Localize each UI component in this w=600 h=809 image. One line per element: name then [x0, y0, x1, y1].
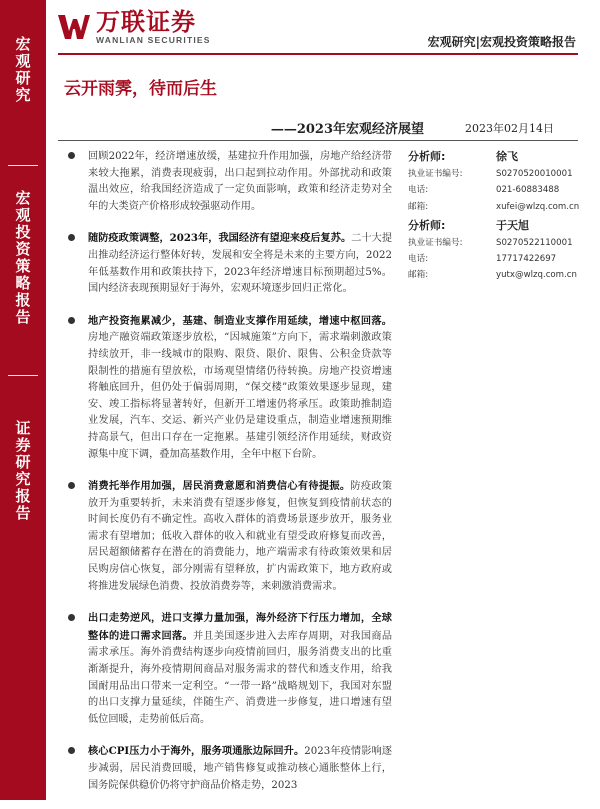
- paragraph-lead: 核心CPI压力小于海外，服务项通胀边际回升。: [88, 745, 305, 758]
- brand-logo: [58, 10, 211, 45]
- summary-body: [58, 148, 392, 809]
- sidebar-label-strategy: 宏观投资策略报告: [13, 190, 32, 326]
- brand-name-en: WANLIAN SECURITIES: [96, 35, 211, 45]
- phone-value: 021-60883488: [496, 185, 560, 196]
- bullet-icon: [68, 317, 75, 324]
- paragraph-text: 防疫政策放开为重要转折，未来消费有望逐步修复，但恢复到疫情前状态的时间长度仍有不确定性。高收入群体的消费场景逐步放开，服务业需求有望增加；低收入群体的收入和就业有望受政府修复而改善，居民超额储蓄存在潜在的消费能力，地产端需求有待政策效果和居民购房信心恢复，部分刚需有望释放，扩内需政策下，地方政府或将推进发展绿色消费、投放消费券等，来刺激消费需求。: [88, 481, 393, 592]
- bullet-icon: [68, 234, 75, 241]
- sidebar-divider: [8, 165, 38, 166]
- email-link[interactable]: yutx@wlzq.com.cn: [496, 270, 577, 281]
- report-date: 2023年02月14日: [465, 122, 554, 135]
- bullet-icon: [68, 152, 75, 159]
- email-link[interactable]: xufei@wlzq.com.cn: [496, 201, 580, 212]
- phone-value: 17717422697: [496, 254, 557, 265]
- brand-name-cn: 万联证券: [96, 8, 196, 36]
- report-subtitle: ——2023年宏观经济展望: [270, 122, 424, 137]
- paragraph-text: 房地产融资端政策逐步放松，“因城施策”方向下，需求端刺激政策持续放开，非一线城市的限购、限贷、限价、限售、公积金贷款等限制性的措施有望放松，市场观望情绪仍待转换。房地产投资增速将触底回升，但仍处于偏弱周期，“保交楼”政策效果逐步显现，建安、竣工指标将显著转好，但新开工增速仍将承压。政策助推制造业发展，汽车、交运、新兴产业仍是建设重点，制造业增速预期维持高景气，但出口存在一定拖累。基建引领经济作用延续，财政资源集中度下调，叠加高基数作用，全年中枢下台阶。: [88, 332, 392, 460]
- cert-value: S0270522110001: [496, 237, 573, 248]
- phone-label: 电话:: [408, 254, 429, 265]
- cert-label: 执业证书编号:: [408, 169, 463, 179]
- wanlian-logo-icon: [58, 13, 90, 41]
- phone-label: 电话:: [408, 185, 429, 196]
- sidebar-label-securities: 证券研究报告: [13, 420, 32, 522]
- summary-paragraph: [58, 610, 392, 728]
- analyst-role-label: 分析师:: [408, 218, 446, 232]
- report-title: 云开雨霁，待而后生: [64, 79, 217, 99]
- summary-paragraph: [58, 478, 392, 595]
- paragraph-lead: 地产投资拖累减少，基建、制造业支撑作用延续，增速中枢回落。: [88, 314, 392, 327]
- bullet-icon: [68, 614, 75, 621]
- analyst-card: [408, 217, 580, 284]
- paragraph-text: 回顾2022年，经济增速放缓，基建拉升作用加强，房地产给经济带来较大拖累，消费表现疲弱，出口起到拉动作用。外部扰动和政策温出效应，给我国经济造成了一定负面影响，政策和经济走势对全年的大类资产价格形成较强驱动作用。: [88, 151, 392, 212]
- analyst-name: 徐飞: [496, 150, 518, 163]
- email-label: 邮箱:: [408, 201, 429, 212]
- sidebar-divider: [8, 375, 38, 376]
- email-label: 邮箱:: [408, 270, 429, 281]
- paragraph-text: 2023年疫情影响逐步减弱，居民消费回暖，地产销售修复或推动核心通胀整体上行，国务院保供稳价仍将守护商品价格走势，2023: [88, 746, 392, 791]
- paragraph-text: 并且美国逐步进入去库存周期，对我国商品需求承压。海外消费结构逐步向疫情前回归，服务消费支出的比重渐渐提升，海外疫情期间商品对服务需求的替代和透支作用，给我国耐用品出口带来一定利空。“一带一路”战略规划下，我国对东盟的出口支撑力量延续，伴随生产、消费进一步修复，进口增速有望低位回暖，走势前低后高。: [88, 630, 393, 725]
- sidebar-label-macro: 宏观研究: [13, 36, 32, 104]
- paragraph-lead: 随防疫政策调整，2023年，我国经济有望迎来疫后复苏。: [88, 232, 352, 245]
- bullet-icon: [68, 482, 75, 489]
- cert-value: S0270520010001: [496, 169, 573, 179]
- paragraph-lead: 出口走势逆风，进口支撑力量加强，海外经济下行压力增加，全球整体的进口需求回落。: [88, 612, 392, 642]
- header-divider: [58, 53, 578, 55]
- summary-paragraph: [58, 313, 392, 463]
- summary-paragraph: [58, 230, 392, 297]
- paragraph-text: 二十大提出推动经济运行整体好转，发展和安全将是未来的主要方向，2022年低基数作用和政策扶持下，2023年经济增速目标预期超过5%。国内经济表现预期显好于海外，宏观环境逐步回归正常化。: [88, 233, 393, 295]
- analyst-info: [408, 148, 580, 286]
- analyst-role-label: 分析师:: [408, 150, 446, 163]
- analyst-name: 于天旭: [496, 218, 529, 232]
- bullet-icon: [68, 747, 75, 754]
- report-category: 宏观研究|宏观投资策略报告: [427, 35, 576, 49]
- cert-label: 执业证书编号:: [408, 237, 463, 248]
- summary-paragraph: [58, 743, 392, 794]
- title-divider: [58, 140, 578, 141]
- sidebar: [0, 0, 46, 800]
- paragraph-lead: 消费托举作用加强，居民消费意愿和消费信心有待提振。: [88, 480, 351, 493]
- summary-paragraph: [58, 148, 392, 215]
- analyst-card: [408, 148, 580, 215]
